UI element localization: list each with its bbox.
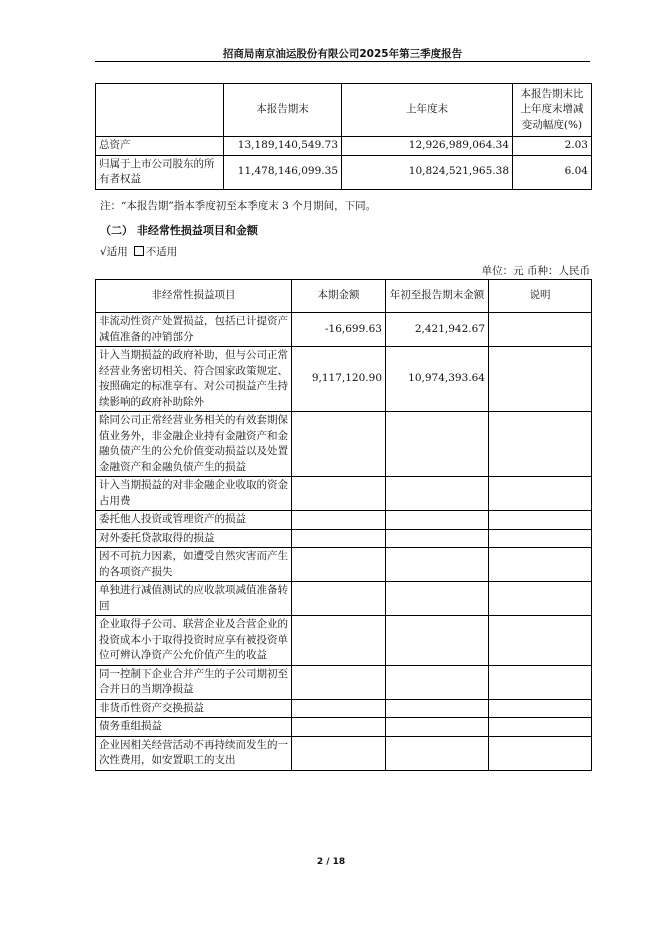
note-cell	[489, 616, 592, 666]
item-cell: 除同公司正常经营业务相关的有效套期保值业务外，非金融企业持有金融资产和金融负债产生的公允价值变动损益以及处置金融资产和金融负债产生的损益	[96, 412, 292, 477]
header-note: 说明	[489, 280, 592, 313]
item-cell: 单独进行减值测试的应收款项减值准备转回	[96, 582, 292, 616]
balance-header-row	[96, 84, 592, 137]
current-amount-cell: 9,117,120.90	[292, 347, 386, 412]
note-cell	[489, 347, 592, 412]
period-note: 注：“本报告期”指本季度初至本季度末 3 个月期间，下同。	[100, 200, 377, 212]
balance-current: 13,189,140,549.73	[224, 137, 342, 156]
current-amount-cell	[292, 718, 386, 737]
table-row	[96, 477, 592, 511]
table-row	[96, 137, 592, 156]
header-item: 非经常性损益项目	[96, 280, 292, 313]
ytd-amount-cell: 10,974,393.64	[386, 347, 489, 412]
current-amount-cell	[292, 736, 386, 770]
item-cell: 同一控制下企业合并产生的子公司期初至合并日的当期净损益	[96, 665, 292, 699]
table-row	[96, 736, 592, 770]
table-row	[96, 718, 592, 737]
balance-table	[95, 83, 592, 190]
applicable-label: 适用	[106, 246, 128, 258]
item-cell: 对外委托贷款取得的损益	[96, 529, 292, 548]
ytd-amount-cell	[386, 699, 489, 718]
current-amount-cell	[292, 412, 386, 477]
check-mark-icon: √	[100, 246, 107, 258]
current-amount-cell	[292, 477, 386, 511]
note-cell	[489, 548, 592, 582]
table-row	[96, 529, 592, 548]
item-cell: 企业因相关经营活动不再持续而发生的一次性费用，如安置职工的支出	[96, 736, 292, 770]
ytd-amount-cell	[386, 548, 489, 582]
note-cell	[489, 477, 592, 511]
ytd-amount-cell	[386, 529, 489, 548]
item-cell: 企业取得子公司、联营企业及合营企业的投资成本小于取得投资时应享有被投资单位可辨认净资产公允价值产生的收益	[96, 616, 292, 666]
note-cell	[489, 412, 592, 477]
table-row	[96, 548, 592, 582]
header-rule	[95, 61, 590, 62]
table-row	[96, 665, 592, 699]
table-row	[96, 313, 592, 347]
ytd-amount-cell	[386, 582, 489, 616]
note-cell	[489, 718, 592, 737]
table-row	[96, 699, 592, 718]
note-cell	[489, 699, 592, 718]
balance-header-change: 本报告期末比上年度末增减变动幅度(%)	[513, 84, 592, 137]
item-cell: 非货币性资产交换损益	[96, 699, 292, 718]
ytd-amount-cell	[386, 718, 489, 737]
item-cell: 委托他人投资或管理资产的损益	[96, 511, 292, 530]
current-amount-cell	[292, 511, 386, 530]
item-cell: 债务重组损益	[96, 718, 292, 737]
ytd-amount-cell	[386, 736, 489, 770]
balance-change: 6.04	[513, 155, 592, 189]
table-row	[96, 412, 592, 477]
empty-checkbox-icon	[134, 246, 144, 256]
header-current: 本期金额	[292, 280, 386, 313]
current-amount-cell	[292, 548, 386, 582]
note-cell	[489, 529, 592, 548]
table-row	[96, 616, 592, 666]
note-cell	[489, 313, 592, 347]
ytd-amount-cell	[386, 665, 489, 699]
item-cell: 计入当期损益的对非金融企业收取的资金占用费	[96, 477, 292, 511]
ytd-amount-cell	[386, 616, 489, 666]
current-amount-cell	[292, 529, 386, 548]
note-cell	[489, 736, 592, 770]
current-amount-cell	[292, 616, 386, 666]
note-cell	[489, 582, 592, 616]
table-row	[96, 347, 592, 412]
balance-item: 总资产	[96, 137, 224, 156]
item-cell: 计入当期损益的政府补助，但与公司正常经营业务密切相关、符合国家政策规定、按照确定的标准享有、对公司损益产生持续影响的政府补助除外	[96, 347, 292, 412]
ytd-amount-cell	[386, 477, 489, 511]
item-cell: 非流动性资产处置损益，包括已计提资产减值准备的冲销部分	[96, 313, 292, 347]
note-cell	[489, 665, 592, 699]
applicability	[100, 244, 177, 259]
balance-prior: 10,824,521,965.38	[342, 155, 513, 189]
current-amount-cell	[292, 665, 386, 699]
ytd-amount-cell	[386, 511, 489, 530]
ytd-amount-cell	[386, 412, 489, 477]
balance-header-current: 本报告期末	[224, 84, 342, 137]
section-title: （二） 非经常性损益项目和金额	[100, 224, 258, 237]
page-number: 2 / 18	[316, 857, 346, 867]
current-amount-cell	[292, 699, 386, 718]
ytd-amount-cell: 2,421,942.67	[386, 313, 489, 347]
item-cell: 因不可抗力因素，如遭受自然灾害而产生的各项资产损失	[96, 548, 292, 582]
balance-item: 归属于上市公司股东的所有者权益	[96, 155, 224, 189]
table-row	[96, 511, 592, 530]
report-header: 招商局南京油运股份有限公司2025年第三季度报告	[222, 48, 463, 60]
table-row	[96, 582, 592, 616]
table-row	[96, 155, 592, 189]
header-ytd: 年初至报告期末金额	[386, 280, 489, 313]
note-cell	[489, 511, 592, 530]
balance-prior: 12,926,989,064.34	[342, 137, 513, 156]
current-amount-cell: -16,699.63	[292, 313, 386, 347]
balance-header-prior: 上年度末	[342, 84, 513, 137]
nonrecurring-table	[95, 279, 592, 771]
not-applicable-label: 不适用	[145, 246, 178, 258]
unit-currency: 单位：元 币种：人民币	[481, 265, 590, 277]
balance-current: 11,478,146,099.35	[224, 155, 342, 189]
nonrecurring-header-row	[96, 280, 592, 313]
current-amount-cell	[292, 582, 386, 616]
balance-header-item	[96, 84, 224, 137]
balance-change: 2.03	[513, 137, 592, 156]
